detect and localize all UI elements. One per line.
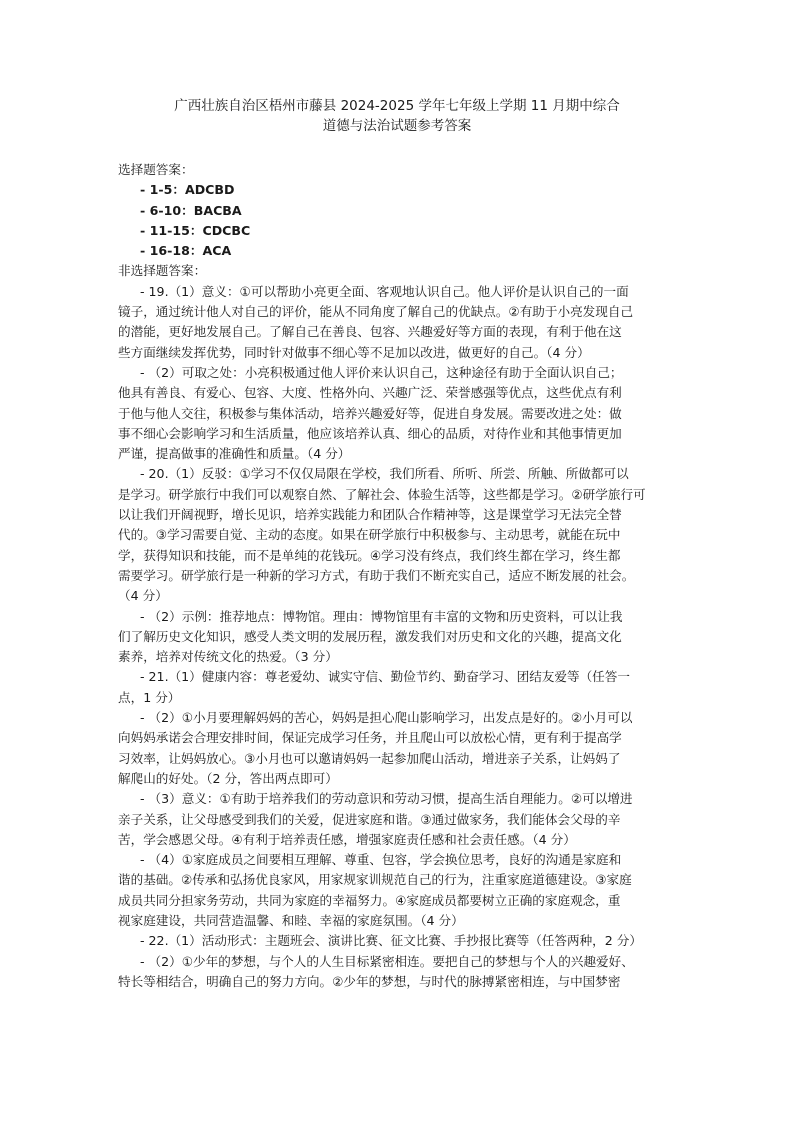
text-line: 向妈妈承诺会合理安排时间，保证完成学习任务，并且爬山可以放松心情，更有利于提高学 [118, 730, 622, 746]
text-line: 点，1 分） [118, 689, 181, 705]
text-line: 代的。③学习需要自觉、主动的态度。如果在研学旅行中积极参与、主动思考，就能在玩中 [118, 527, 621, 543]
text-line: 事不细心会影响学习和生活质量，他应该培养认真、细心的品质，对待作业和其他事情更加 [118, 425, 622, 441]
text-line: 苦，学会感恩父母。④有利于培养责任感，增强家庭责任感和社会责任感。（4 分） [118, 831, 576, 847]
text-line: 学，获得知识和技能，而不是单纯的花钱玩。④学习没有终点，我们终生都在学习，终生都 [118, 547, 621, 563]
text-line: - （3）意义：①有助于培养我们的劳动意识和劳动习惯，提高生活自理能力。②可以增进 [140, 791, 633, 807]
text-line: - （2）可取之处：小亮积极通过他人评价来认识自己，这种途径有助于全面认识自己； [140, 364, 623, 380]
text-line: - 11-15：CDCBC [140, 222, 251, 238]
text-line: 镜子，通过统计他人对自己的评价，能从不同角度了解自己的优缺点。②有助于小亮发现自己 [118, 304, 634, 320]
text-line: 选择题答案： [118, 162, 194, 177]
text-line: 特长等相结合，明确自己的努力方向。②少年的梦想，与时代的脉搏紧密相连，与中国梦密 [118, 973, 621, 989]
text-line: 于他与他人交往，积极参与集体活动，培养兴趣爱好等，促进自身发展。需要改进之处：做 [118, 405, 622, 421]
text-line: 非选择题答案： [118, 263, 207, 279]
text-line: 是学习。研学旅行中我们可以观察自然、了解社会、体验生活等，这些都是学习。②研学旅行可 [118, 486, 646, 502]
text-line: 素养，培养对传统文化的热爱。（3 分） [118, 649, 338, 665]
text-line: 他具有善良、有爱心、包容、大度、性格外向、兴趣广泛、荣誉感强等优点，这些优点有利 [118, 385, 622, 401]
text-line: （4 分） [118, 588, 168, 604]
text-line: 些方面继续发挥优势，同时针对做事不细心等不足加以改进，做更好的自己。（4 分） [118, 344, 590, 360]
document-title-line-2: 道德与法治试题参考答案 [322, 118, 472, 134]
answer-body [118, 160, 680, 992]
text-line: 解爬山的好处。（2 分，答出两点即可） [118, 770, 338, 786]
text-line: - 6-10：BACBA [140, 202, 242, 218]
text-line: - （2）示例：推荐地点：博物馆。理由：博物馆里有丰富的文物和历史资料，可以让我 [140, 608, 623, 624]
text-line: - 22.（1）活动形式：主题班会、演讲比赛、征文比赛、手抄报比赛等（任答两种，2 分） [140, 933, 642, 949]
text-line: 的潜能，更好地发展自己。了解自己在善良、包容、兴趣爱好等方面的表现，有利于他在这 [118, 324, 622, 340]
text-line: - 1-5：ADCBD [140, 182, 235, 198]
text-line: - （2）①小月要理解妈妈的苦心，妈妈是担心爬山影响学习，出发点是好的。②小月可以 [140, 710, 633, 726]
text-line: 成员共同分担家务劳动，共同为家庭的幸福努力。④家庭成员都要树立正确的家庭观念，重 [118, 892, 621, 908]
text-line: 严谨，提高做事的准确性和质量。（4 分） [118, 446, 351, 462]
text-line: - 16-18：ACA [140, 243, 232, 259]
text-line: - （2）①少年的梦想，与个人的人生目标紧密相连。要把自己的梦想与个人的兴趣爱好、 [140, 953, 634, 969]
text-line: 需要学习。研学旅行是一种新的学习方式，有助于我们不断充实自己，适应不断发展的社会。 [118, 567, 635, 583]
text-line: - （4）①家庭成员之间要相互理解、尊重、包容，学会换位思考，良好的沟通是家庭和 [140, 852, 622, 868]
text-line: 以让我们开阔视野，增长见识，培养实践能力和团队合作精神等，这是课堂学习无法完全替 [118, 507, 622, 523]
text-line: - 19.（1）意义：①可以帮助小亮更全面、客观地认识自己。他人评价是认识自己的一面 [140, 283, 629, 299]
text-line: 谐的基础。②传承和弘扬优良家风，用家规家训规范自己的行为，注重家庭道德建设。③家庭 [118, 872, 632, 888]
text-line: 亲子关系，让父母感受到我们的关爱，促进家庭和谐。③通过做家务，我们能体会父母的辛 [118, 811, 621, 827]
text-line: - 20.（1）反驳：①学习不仅仅局限在学校，我们所看、所听、所尝、所触、所做都可以 [140, 466, 629, 482]
document-title-line-1: 广西壮族自治区梧州市藤县 2024-2025 学年七年级上学期 11 月期中综合 [174, 98, 620, 114]
text-line: 视家庭建设，共同营造温馨、和睦、幸福的家庭氛围。（4 分） [118, 912, 464, 928]
text-line: - 21.（1）健康内容：尊老爱幼、诚实守信、勤俭节约、勤奋学习、团结友爱等（任答一 [140, 669, 630, 685]
text-line: 习效率，让妈妈放心。③小月也可以邀请妈妈一起参加爬山活动，增进亲子关系，让妈妈了 [118, 750, 621, 766]
text-line: 们了解历史文化知识，感受人类文明的发展历程，激发我们对历史和文化的兴趣，提高文化 [118, 628, 622, 644]
